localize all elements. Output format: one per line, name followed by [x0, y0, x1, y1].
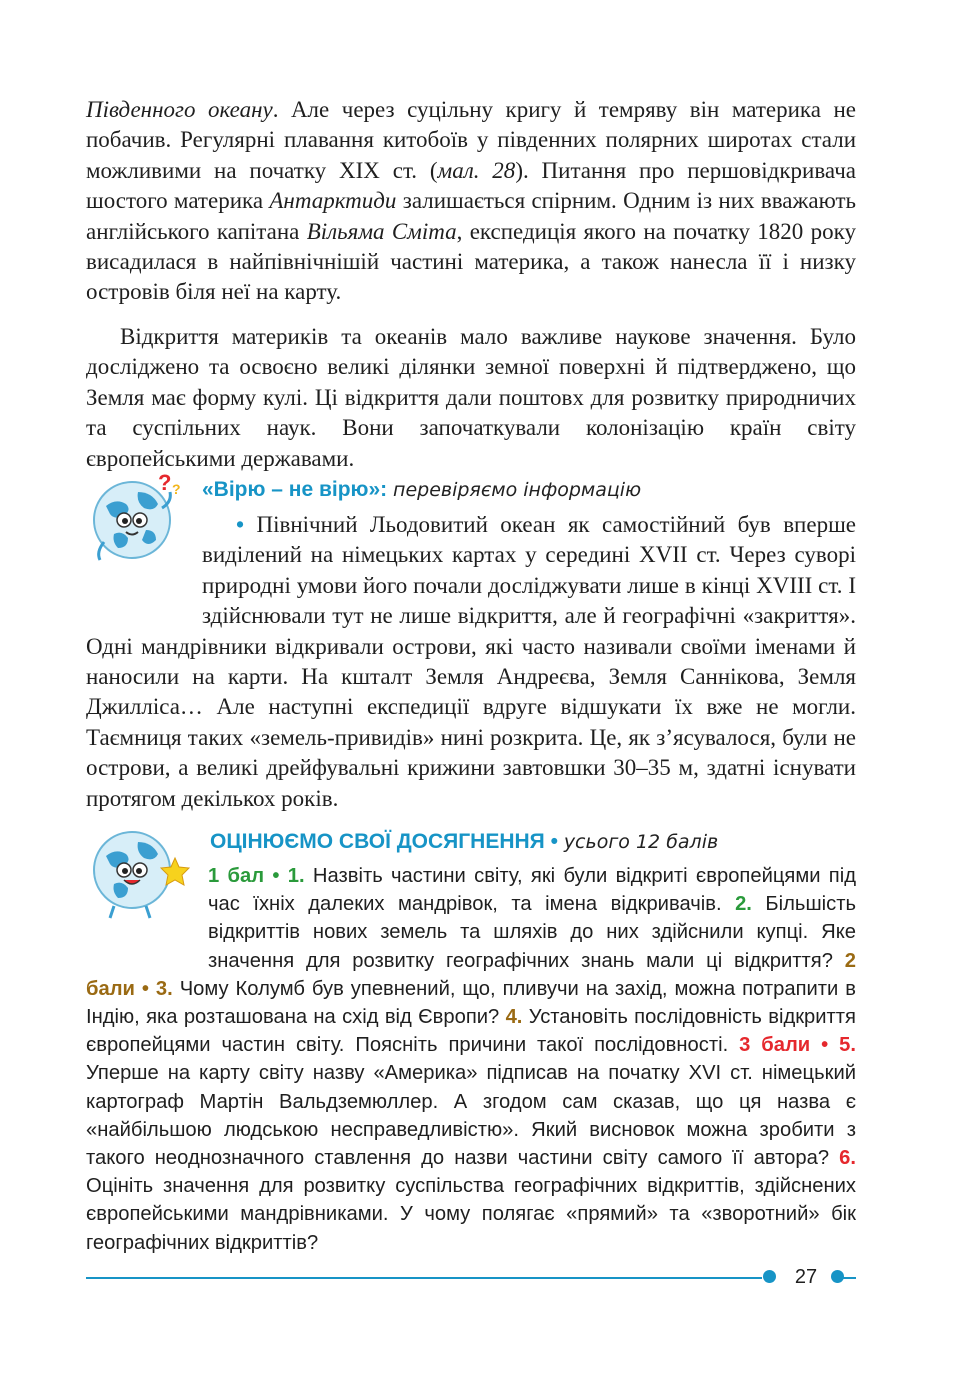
text: , експедиція якого на початку 1820 року висадилася в найпівнічнішій частині материка, а також нанесла її і низку островів біля неї на карту.	[86, 218, 856, 305]
page-number: 27	[794, 1266, 818, 1288]
question-6-label: 6.	[839, 1147, 856, 1170]
heading-dot: •	[550, 830, 558, 853]
footer-dot-left	[763, 1270, 776, 1283]
footer-rule	[86, 1277, 762, 1279]
question-6: Оцініть значення для розвитку суспільства географічних відкриттів, здійснених європейськими мандрівниками. У чому полягає «прямий» та «зворотний» бік географічних відкриттів?	[86, 1175, 856, 1254]
text: Північний Льодовитий океан як самостійний був вперше виділений на німецьких картах у середині XVII ст. Через суворі природні умови його почали досліджувати лише в кінці XVIII ст. І здійснювали тут не лише відкриття, але й географічні «закриття». Одні мандрівники відкривали острови, які часто називали своїми іменами й наносили на карти. На кшталт Земля Андреєва, Земля Саннікова, Земля Джилліса… Але наступні експедиції вдруге відшукати їх вже не могли. Таємниця таких «земель-привидів» нині розкрита. Це, як з’ясувалося, були не острови, а великі дрейфувальні крижини завтовшки 30–35 м, здатні існувати протягом декількох років.	[86, 512, 856, 811]
paragraph-antarctica	[86, 95, 856, 308]
question-2-label: 2.	[735, 893, 752, 916]
text-italic: Антарктиди	[269, 188, 397, 214]
question-5-label: 3 бали • 5.	[739, 1034, 857, 1057]
figure-reference: мал. 28	[437, 157, 516, 183]
text: ). Питання про першовідкривача шостого материка	[86, 157, 856, 214]
question-1: Назвіть частини світу, які були відкриті європейцями під час їхніх далеких мандрівок, та імена відкривачів.	[208, 865, 857, 916]
mascot-space	[86, 862, 208, 948]
believe-heading	[202, 478, 641, 502]
question-4-label: 4.	[505, 1006, 523, 1029]
assessment-questions	[86, 862, 856, 1257]
svg-text:?: ?	[158, 472, 172, 495]
text-italic: Вільяма Сміта	[306, 218, 457, 244]
assessment-subtitle: усього 12 балів	[563, 831, 719, 853]
question-1-label: 1 бал • 1.	[208, 865, 305, 887]
text: залишається спірним. Одним із них вважають англійського капітана	[86, 188, 856, 244]
text-italic: Південного океану	[86, 97, 273, 122]
bullet: •	[236, 512, 245, 537]
question-4: Установіть послідовність відкриття європейцями частин світу. Поясніть причини такої послідовності.	[86, 1006, 856, 1057]
text: . Але через суцільну кригу й темряву він материка не побачив. Регулярні плавання китобоїв у південних полярних широтах стали можливими на початку XIX ст. (	[86, 97, 856, 183]
question-2: Більшість відкриттів нових земель та шляхів до них здійснили купці. Яке значення для розвитку географічних знань мали ці відкриття?	[208, 893, 856, 972]
mascot-space	[86, 510, 202, 602]
assessment-heading	[210, 830, 718, 854]
question-3: Чому Колумб був упевнений, що, пливучи на захід, можна потрапити в Індію, яка розташована на схід від Європи?	[86, 977, 856, 1029]
believe-subtitle: перевіряємо інформацію	[393, 479, 642, 501]
question-5: Уперше на карту світу назву «Америка» підписав на початку XVI ст. німецький картограф Мартін Вальдземюллер. А згодом сам сказав, що ця назва є «найбільшою людською несправедливістю». Який висновок можна зробити з такого неоднозначного ставлення до назви частини світу самого її автора?	[86, 1062, 856, 1170]
believe-title: «Вірю – не вірю»:	[202, 478, 388, 501]
assessment-title: ОЦІНЮЄМО СВОЇ ДОСЯГНЕННЯ	[210, 830, 545, 853]
svg-text:?: ?	[172, 481, 181, 497]
question-3-label: 2 бали • 3.	[86, 949, 856, 1000]
paragraph-significance: Відкриття материків та океанів мало важливе наукове значення. Було досліджено та освоєно великі ділянки земної поверхні й підтверджено, що Земля має форму кулі. Ці відкриття дали поштовх для розвитку природничих та суспільних наук. Вони започаткували колонізацію країн світу європейськими державами.	[86, 324, 856, 471]
footer-rule-end	[843, 1277, 856, 1279]
believe-text	[86, 510, 856, 814]
